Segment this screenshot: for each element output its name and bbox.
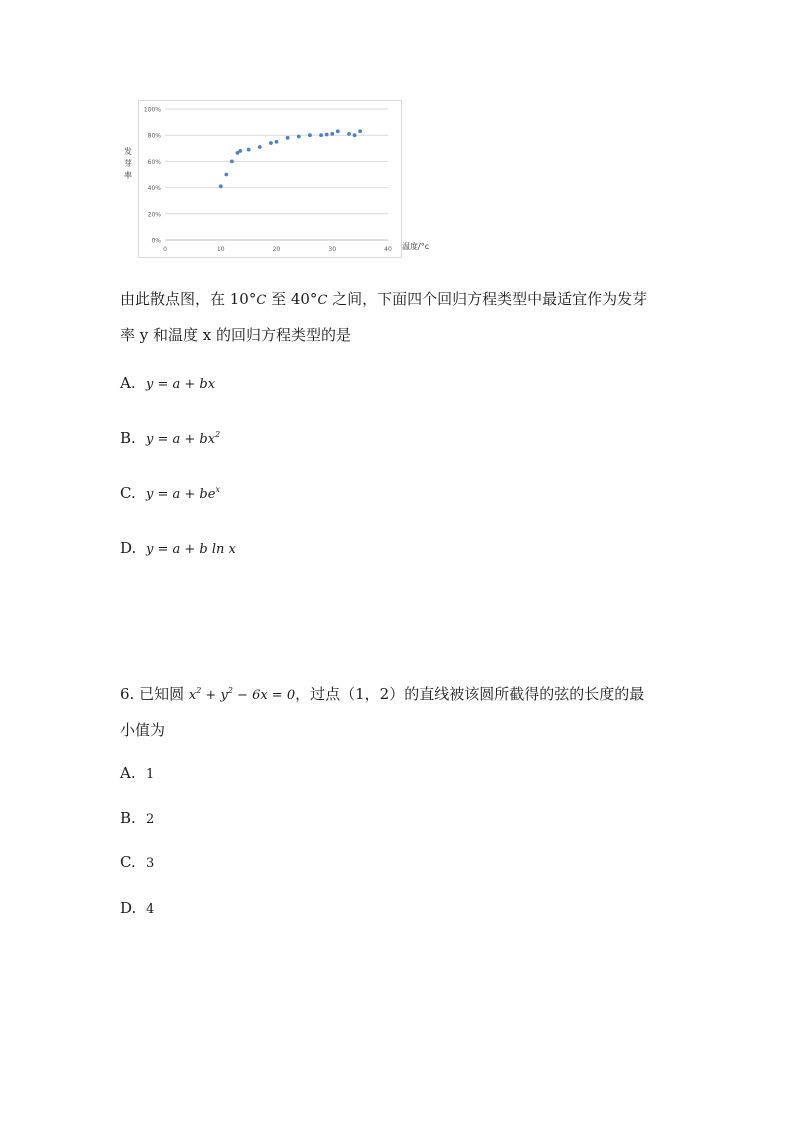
q6-circle-a: x [188, 688, 197, 703]
data-point [258, 145, 262, 149]
q6-option-a-label: A. [120, 764, 136, 782]
data-point [347, 132, 351, 136]
data-point [230, 160, 234, 164]
q5-text-b: 至 40° [266, 290, 318, 308]
q5-option-b-expr: y = a + bx [146, 432, 216, 447]
q6-sup-y: 2 [227, 686, 233, 695]
scatter-plot-svg [139, 101, 401, 257]
q6-option-d-label: D. [120, 899, 137, 917]
q6-option-a-value: 1 [146, 767, 155, 782]
data-point [319, 133, 323, 137]
q6-option-d-value: 4 [146, 902, 155, 917]
q6-option-c [120, 853, 154, 871]
data-point [224, 173, 228, 177]
q5-option-c-expr: y = a + be [146, 487, 216, 502]
q6-option-c-value: 3 [146, 856, 155, 871]
data-point [269, 141, 273, 145]
q5-option-d-expr: y = a + b ln x [146, 542, 236, 557]
q5-unit-c1: C [256, 293, 267, 308]
q5-option-b-sup: 2 [215, 430, 221, 439]
q6-stem-line2: 小值为 [120, 721, 166, 739]
q6-option-b-label: B. [120, 809, 136, 827]
data-point [308, 133, 312, 137]
y-tick-label: 60% [147, 158, 161, 166]
data-point [336, 129, 340, 133]
q5-option-c-sup: x [215, 485, 220, 494]
q5-option-d-label: D. [120, 539, 137, 557]
scatter-chart [138, 100, 402, 258]
x-axis-label: 温度/°c [402, 242, 430, 251]
y-axis-label: 发芽率 [124, 147, 132, 180]
y-tick-label: 100% [143, 106, 161, 114]
q6-circle-b: + y [201, 688, 228, 703]
y-tick-label: 40% [147, 185, 161, 193]
q6-sup-x: 2 [196, 686, 202, 695]
q5-option-c-label: C. [120, 484, 136, 502]
y-tick-label: 20% [147, 211, 161, 219]
q5-option-a-expr: y = a + bx [146, 377, 216, 392]
y-tick-label: 0% [151, 237, 161, 245]
q5-text-a: 由此散点图，在 10° [120, 290, 257, 308]
data-point [353, 133, 357, 137]
data-point [358, 129, 362, 133]
data-point [286, 136, 290, 140]
x-tick-label: 0 [163, 246, 167, 253]
q5-option-b-label: B. [120, 429, 136, 447]
q5-option-a-label: A. [120, 374, 136, 392]
data-point [297, 135, 301, 139]
q5-stem-line1 [120, 288, 647, 309]
x-tick-label: 30 [328, 246, 337, 253]
q6-circle-c: − 6x = 0 [232, 688, 296, 703]
x-tick-label: 10 [216, 246, 225, 253]
q6-option-c-label: C. [120, 853, 136, 871]
q6-option-d [120, 899, 154, 917]
data-point [330, 132, 334, 136]
q6-number: 6. [120, 685, 135, 703]
q5-option-a [120, 374, 215, 392]
x-tick-label: 20 [272, 246, 281, 253]
q5-text-c: 之间，下面四个回归方程类型中最适宜作为发芽 [327, 290, 648, 308]
y-tick-label: 80% [147, 132, 161, 140]
q6-option-a [120, 764, 154, 782]
q5-option-b [120, 429, 220, 447]
q6-post: ，过点（1，2）的直线被该圆所截得的弦的长度的最 [295, 685, 645, 703]
data-point [247, 148, 251, 152]
data-point [325, 133, 329, 137]
data-point [238, 149, 242, 153]
q5-stem-line2: 率 y 和温度 x 的回归方程类型的是 [120, 326, 352, 344]
q5-unit-c2: C [317, 293, 328, 308]
data-point [219, 184, 223, 188]
q6-stem-line1 [120, 683, 644, 704]
data-point [275, 140, 279, 144]
q6-option-b-value: 2 [146, 812, 155, 827]
q6-pre: 已知圆 [134, 685, 189, 703]
q5-option-c [120, 484, 220, 502]
q5-option-d [120, 539, 236, 557]
x-tick-label: 40 [384, 246, 392, 253]
q6-option-b [120, 809, 154, 827]
